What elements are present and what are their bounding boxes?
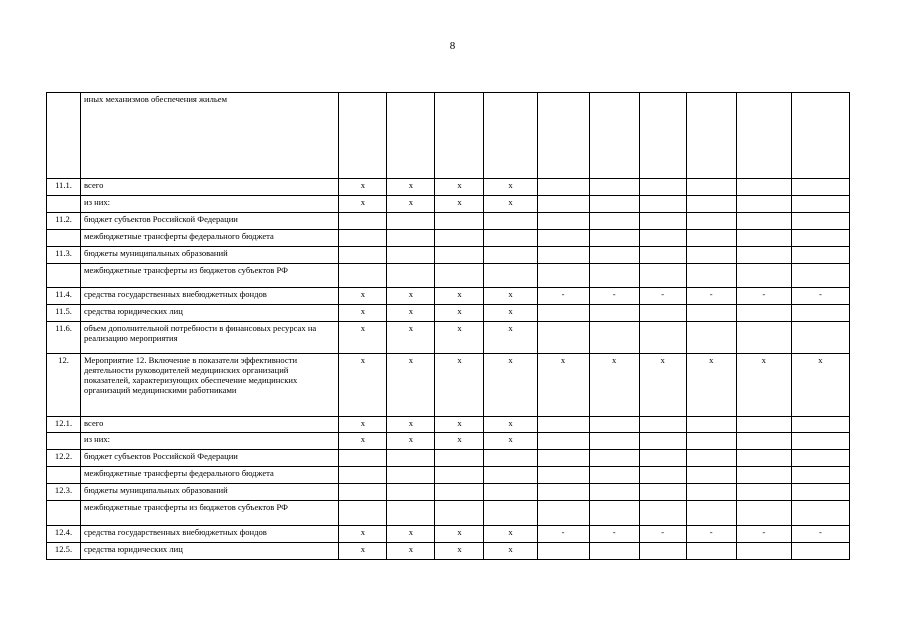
table-row xyxy=(47,288,850,305)
value-cell xyxy=(435,450,484,467)
page-number: 8 xyxy=(449,40,456,52)
value-cell xyxy=(435,230,484,247)
table-row xyxy=(47,196,850,213)
value-cell xyxy=(639,484,686,501)
value-cell xyxy=(537,196,589,213)
row-number-cell: 11.1. xyxy=(47,179,81,196)
value-cell: х xyxy=(387,179,435,196)
value-cell xyxy=(537,93,589,179)
value-cell xyxy=(736,484,791,501)
row-name-cell: средства государственных внебюджетных фондов xyxy=(81,526,339,543)
value-cell xyxy=(537,417,589,433)
row-name-cell: бюджеты муниципальных образований xyxy=(81,247,339,264)
financing-table xyxy=(46,92,850,560)
value-cell xyxy=(686,179,736,196)
value-cell xyxy=(736,467,791,484)
value-cell xyxy=(639,322,686,354)
value-cell: х xyxy=(387,322,435,354)
value-cell xyxy=(484,450,537,467)
table-row xyxy=(47,264,850,288)
value-cell xyxy=(589,501,639,526)
value-cell xyxy=(537,213,589,230)
value-cell xyxy=(791,501,849,526)
value-cell xyxy=(639,467,686,484)
value-cell: х xyxy=(484,305,537,322)
row-name-cell: из них: xyxy=(81,433,339,450)
row-number-cell: 12.3. xyxy=(47,484,81,501)
row-number-cell: 11.2. xyxy=(47,213,81,230)
value-cell: х xyxy=(484,417,537,433)
value-cell xyxy=(484,264,537,288)
table-row xyxy=(47,450,850,467)
row-name-cell: межбюджетные трансферты из бюджетов субъектов РФ xyxy=(81,501,339,526)
value-cell xyxy=(686,247,736,264)
value-cell xyxy=(686,467,736,484)
value-cell: х xyxy=(339,354,387,417)
value-cell xyxy=(589,247,639,264)
row-name-cell: из них: xyxy=(81,196,339,213)
value-cell: х xyxy=(484,322,537,354)
value-cell xyxy=(686,230,736,247)
value-cell xyxy=(686,264,736,288)
table-row xyxy=(47,305,850,322)
row-number-cell xyxy=(47,433,81,450)
value-cell xyxy=(791,433,849,450)
value-cell xyxy=(484,467,537,484)
row-name-cell: объем дополнительной потребности в финансовых ресурсах на реализацию мероприятия xyxy=(81,322,339,354)
value-cell: х xyxy=(339,288,387,305)
value-cell xyxy=(537,247,589,264)
value-cell xyxy=(791,417,849,433)
value-cell xyxy=(736,417,791,433)
value-cell: х xyxy=(435,354,484,417)
value-cell: х xyxy=(484,543,537,560)
value-cell xyxy=(339,230,387,247)
table-row xyxy=(47,247,850,264)
table-row xyxy=(47,501,850,526)
value-cell xyxy=(639,213,686,230)
value-cell xyxy=(639,230,686,247)
value-cell xyxy=(791,196,849,213)
value-cell xyxy=(686,501,736,526)
row-number-cell: 12.4. xyxy=(47,526,81,543)
value-cell xyxy=(639,543,686,560)
row-name-cell: средства юридических лиц xyxy=(81,543,339,560)
value-cell: - xyxy=(791,288,849,305)
value-cell xyxy=(589,230,639,247)
value-cell xyxy=(339,450,387,467)
value-cell: х xyxy=(435,288,484,305)
value-cell xyxy=(736,230,791,247)
value-cell xyxy=(686,93,736,179)
row-name-cell: межбюджетные трансферты из бюджетов субъектов РФ xyxy=(81,264,339,288)
value-cell xyxy=(639,305,686,322)
value-cell xyxy=(589,196,639,213)
value-cell xyxy=(435,93,484,179)
value-cell: х xyxy=(387,417,435,433)
value-cell xyxy=(537,230,589,247)
value-cell: - xyxy=(589,526,639,543)
value-cell: х xyxy=(339,179,387,196)
value-cell: х xyxy=(736,354,791,417)
table-row xyxy=(47,433,850,450)
value-cell: х xyxy=(484,433,537,450)
value-cell xyxy=(339,264,387,288)
value-cell xyxy=(736,264,791,288)
value-cell xyxy=(435,247,484,264)
row-number-cell xyxy=(47,467,81,484)
value-cell: х xyxy=(435,433,484,450)
row-name-cell: иных механизмов обеспечения жильем xyxy=(81,93,339,179)
row-number-cell: 11.4. xyxy=(47,288,81,305)
value-cell xyxy=(484,484,537,501)
value-cell xyxy=(791,230,849,247)
value-cell xyxy=(791,450,849,467)
row-number-cell xyxy=(47,196,81,213)
table-row xyxy=(47,526,850,543)
value-cell: х xyxy=(387,288,435,305)
value-cell xyxy=(639,179,686,196)
value-cell: х xyxy=(339,322,387,354)
value-cell: х xyxy=(435,305,484,322)
row-name-cell: бюджет субъектов Российской Федерации xyxy=(81,450,339,467)
value-cell xyxy=(387,264,435,288)
value-cell xyxy=(387,93,435,179)
value-cell xyxy=(589,179,639,196)
value-cell: х xyxy=(484,354,537,417)
value-cell xyxy=(639,264,686,288)
value-cell: х xyxy=(339,526,387,543)
value-cell xyxy=(589,417,639,433)
value-cell: х xyxy=(339,433,387,450)
value-cell xyxy=(791,305,849,322)
table-row xyxy=(47,93,850,179)
value-cell xyxy=(791,322,849,354)
value-cell: х xyxy=(537,354,589,417)
value-cell xyxy=(484,501,537,526)
row-name-cell: всего xyxy=(81,417,339,433)
value-cell xyxy=(339,213,387,230)
value-cell xyxy=(589,93,639,179)
value-cell xyxy=(339,467,387,484)
row-number-cell: 12. xyxy=(47,354,81,417)
table-row xyxy=(47,179,850,196)
value-cell: - xyxy=(736,288,791,305)
value-cell xyxy=(686,213,736,230)
value-cell xyxy=(387,247,435,264)
value-cell xyxy=(589,322,639,354)
value-cell xyxy=(736,543,791,560)
value-cell xyxy=(791,467,849,484)
value-cell xyxy=(537,305,589,322)
value-cell xyxy=(387,450,435,467)
value-cell: х xyxy=(387,196,435,213)
value-cell xyxy=(791,543,849,560)
row-name-cell: средства государственных внебюджетных фондов xyxy=(81,288,339,305)
table-row xyxy=(47,417,850,433)
row-name-cell: всего xyxy=(81,179,339,196)
row-name-cell: Мероприятие 12. Включение в показатели эффективности деятельности руководителей медицинских организаций показателей, характеризующих обеспечение медицинских организаций медицинскими работниками xyxy=(81,354,339,417)
value-cell: х xyxy=(387,354,435,417)
value-cell xyxy=(589,484,639,501)
value-cell xyxy=(435,501,484,526)
value-cell: - xyxy=(589,288,639,305)
value-cell xyxy=(484,247,537,264)
value-cell: х xyxy=(435,526,484,543)
value-cell: - xyxy=(537,288,589,305)
value-cell xyxy=(339,484,387,501)
value-cell xyxy=(537,433,589,450)
value-cell: х xyxy=(387,305,435,322)
row-number-cell: 11.3. xyxy=(47,247,81,264)
value-cell xyxy=(537,264,589,288)
value-cell xyxy=(537,322,589,354)
table-row xyxy=(47,354,850,417)
row-name-cell: бюджеты муниципальных образований xyxy=(81,484,339,501)
value-cell xyxy=(686,433,736,450)
value-cell: х xyxy=(339,196,387,213)
table-row xyxy=(47,467,850,484)
value-cell: - xyxy=(686,288,736,305)
value-cell xyxy=(537,543,589,560)
value-cell xyxy=(736,501,791,526)
value-cell: х xyxy=(791,354,849,417)
row-name-cell: бюджет субъектов Российской Федерации xyxy=(81,213,339,230)
value-cell xyxy=(339,501,387,526)
value-cell xyxy=(791,247,849,264)
value-cell: - xyxy=(639,288,686,305)
value-cell xyxy=(537,484,589,501)
value-cell xyxy=(639,247,686,264)
value-cell: х xyxy=(589,354,639,417)
value-cell xyxy=(639,196,686,213)
value-cell xyxy=(537,450,589,467)
value-cell xyxy=(589,450,639,467)
value-cell xyxy=(435,213,484,230)
table-row xyxy=(47,230,850,247)
value-cell: х xyxy=(387,526,435,543)
value-cell xyxy=(387,467,435,484)
value-cell: - xyxy=(791,526,849,543)
value-cell: х xyxy=(387,433,435,450)
row-number-cell: 12.2. xyxy=(47,450,81,467)
row-number-cell: 11.5. xyxy=(47,305,81,322)
value-cell: - xyxy=(736,526,791,543)
row-number-cell: 12.5. xyxy=(47,543,81,560)
value-cell: - xyxy=(537,526,589,543)
value-cell xyxy=(589,305,639,322)
value-cell: х xyxy=(435,179,484,196)
value-cell xyxy=(686,417,736,433)
row-number-cell xyxy=(47,501,81,526)
value-cell xyxy=(686,450,736,467)
value-cell xyxy=(484,93,537,179)
value-cell xyxy=(736,322,791,354)
value-cell xyxy=(589,264,639,288)
value-cell xyxy=(589,433,639,450)
value-cell xyxy=(484,230,537,247)
value-cell xyxy=(339,247,387,264)
value-cell: - xyxy=(639,526,686,543)
value-cell xyxy=(686,322,736,354)
value-cell xyxy=(537,501,589,526)
value-cell: х xyxy=(339,417,387,433)
value-cell xyxy=(589,543,639,560)
value-cell xyxy=(686,543,736,560)
value-cell: х xyxy=(686,354,736,417)
value-cell xyxy=(537,467,589,484)
row-number-cell: 12.1. xyxy=(47,417,81,433)
value-cell xyxy=(589,213,639,230)
value-cell: х xyxy=(339,305,387,322)
value-cell: х xyxy=(435,417,484,433)
value-cell: х xyxy=(387,543,435,560)
value-cell: х xyxy=(339,543,387,560)
value-cell: х xyxy=(484,179,537,196)
value-cell xyxy=(639,417,686,433)
table-row xyxy=(47,543,850,560)
value-cell xyxy=(736,179,791,196)
value-cell xyxy=(639,450,686,467)
value-cell xyxy=(736,196,791,213)
value-cell xyxy=(537,179,589,196)
value-cell xyxy=(484,213,537,230)
value-cell xyxy=(686,484,736,501)
value-cell xyxy=(686,305,736,322)
value-cell: х xyxy=(639,354,686,417)
value-cell: х xyxy=(484,526,537,543)
row-name-cell: средства юридических лиц xyxy=(81,305,339,322)
value-cell xyxy=(339,93,387,179)
value-cell xyxy=(589,467,639,484)
value-cell xyxy=(686,196,736,213)
row-number-cell xyxy=(47,264,81,288)
row-name-cell: межбюджетные трансферты федерального бюджета xyxy=(81,467,339,484)
value-cell xyxy=(639,93,686,179)
value-cell xyxy=(791,213,849,230)
value-cell xyxy=(639,501,686,526)
value-cell xyxy=(387,213,435,230)
table-row xyxy=(47,213,850,230)
value-cell xyxy=(791,484,849,501)
value-cell xyxy=(435,264,484,288)
value-cell xyxy=(736,433,791,450)
value-cell xyxy=(387,501,435,526)
value-cell xyxy=(736,213,791,230)
row-number-cell: 11.6. xyxy=(47,322,81,354)
value-cell xyxy=(736,93,791,179)
value-cell: х xyxy=(484,288,537,305)
value-cell xyxy=(736,305,791,322)
value-cell xyxy=(736,450,791,467)
row-number-cell xyxy=(47,230,81,247)
value-cell xyxy=(791,93,849,179)
value-cell xyxy=(435,484,484,501)
row-number-cell xyxy=(47,93,81,179)
value-cell: х xyxy=(435,322,484,354)
table-row xyxy=(47,484,850,501)
value-cell xyxy=(639,433,686,450)
value-cell xyxy=(736,247,791,264)
value-cell xyxy=(387,484,435,501)
value-cell: - xyxy=(686,526,736,543)
table-row xyxy=(47,322,850,354)
value-cell: х xyxy=(435,196,484,213)
value-cell: х xyxy=(484,196,537,213)
value-cell xyxy=(791,264,849,288)
value-cell xyxy=(387,230,435,247)
value-cell xyxy=(435,467,484,484)
row-name-cell: межбюджетные трансферты федерального бюджета xyxy=(81,230,339,247)
value-cell xyxy=(791,179,849,196)
value-cell: х xyxy=(435,543,484,560)
